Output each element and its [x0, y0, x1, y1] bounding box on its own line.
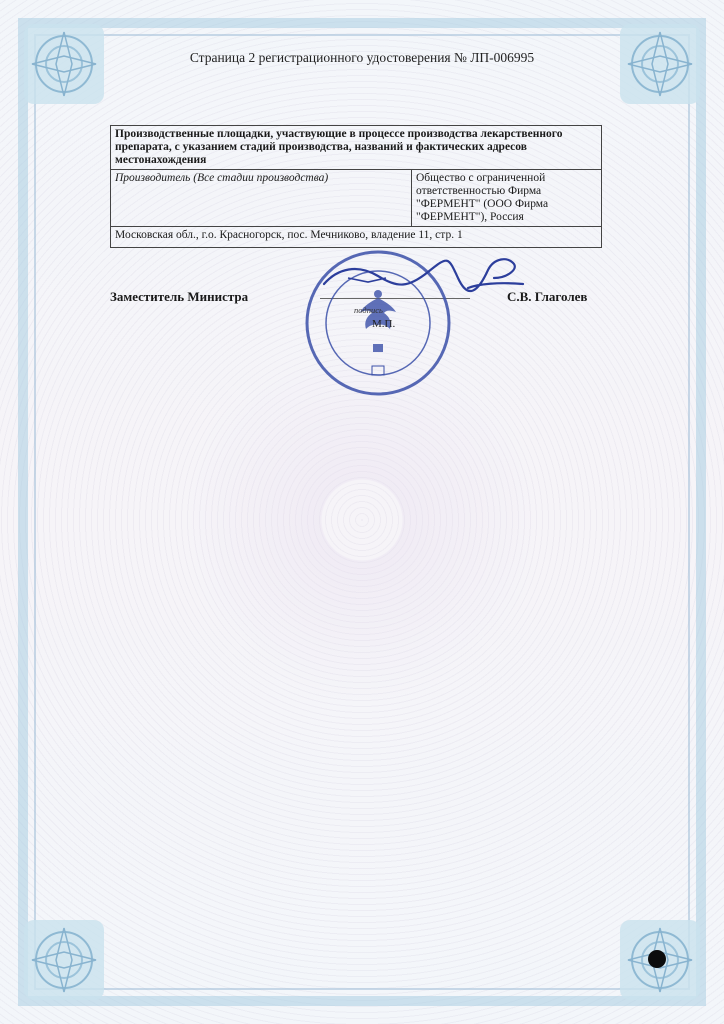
handwritten-signature-icon: [318, 248, 528, 308]
production-sites-table: [110, 125, 602, 248]
punch-hole-icon: [648, 950, 666, 968]
address-cell: Московская обл., г.о. Красногорск, пос. Мечниково, владение 11, стр. 1: [111, 227, 602, 248]
producer-name-cell: Общество с ограниченной ответственностью Фирма "ФЕРМЕНТ" (ООО Фирма "ФЕРМЕНТ"), Россия: [412, 170, 602, 227]
table-row: [111, 126, 602, 170]
producer-label-cell: Производитель (Все стадии производства): [111, 170, 412, 227]
table-header-cell: Производственные площадки, участвующие в процессе производства лекарственного препарата, с указанием стадий производства, названий и фактических адресов местонахождения: [111, 126, 602, 170]
page-title: Страница 2 регистрационного удостоверения № ЛП-006995: [189, 50, 535, 65]
signatory-title: Заместитель Министра: [110, 289, 249, 304]
signatory-name: С.В. Глаголев: [507, 289, 588, 304]
seal-mark: М.П.: [372, 318, 396, 330]
corner-ornament-icon: [22, 918, 106, 1002]
table-row: [111, 227, 602, 248]
table-row: [111, 170, 602, 227]
signature-caption: подпись: [354, 305, 383, 315]
